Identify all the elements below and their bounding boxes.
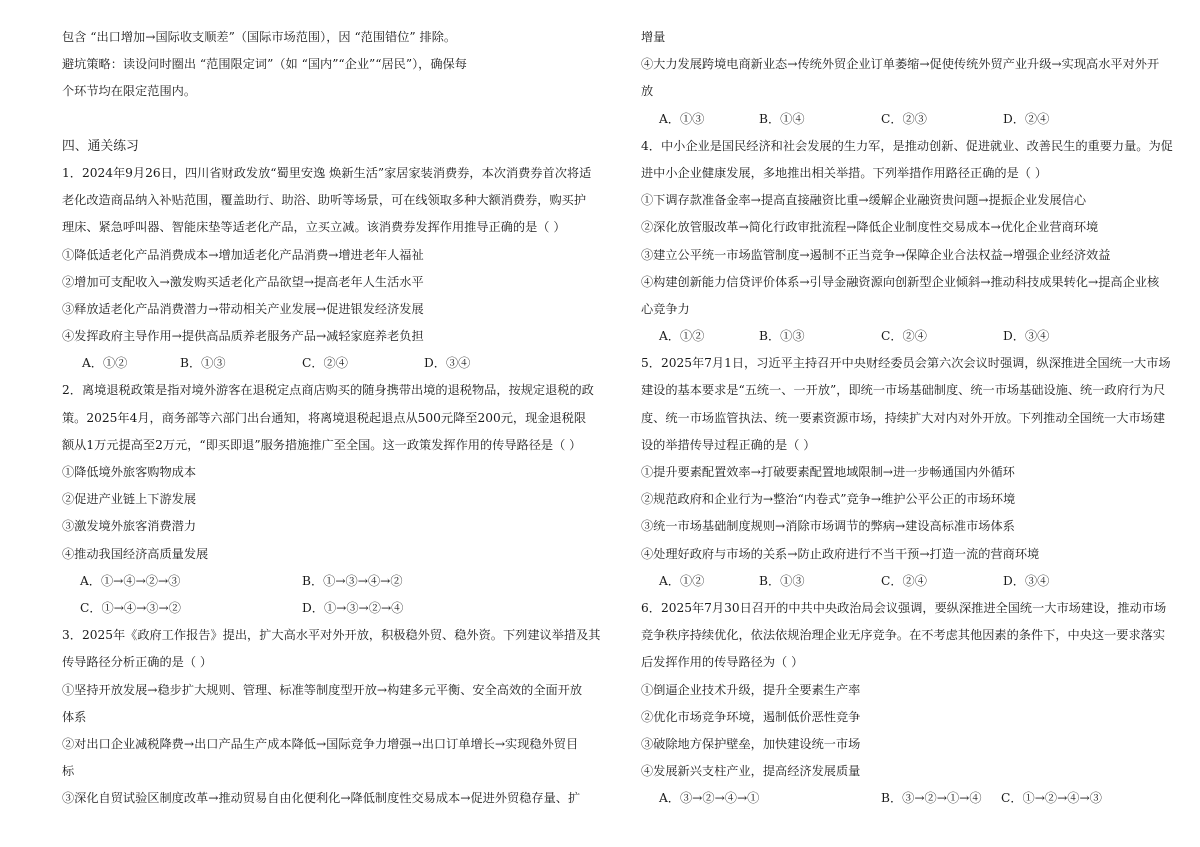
q4-item: ①下调存款准备金率→提高直接融资比重→缓解企业融资贵问题→提振企业发展信心 bbox=[641, 193, 1087, 208]
q3-option-b: B．①④ bbox=[759, 111, 805, 126]
q2-item: ①降低境外旅客购物成本 bbox=[62, 465, 197, 479]
q5-option-a: A．①② bbox=[659, 573, 705, 588]
q6-item: ①倒逼企业技术升级，提升全要素生产率 bbox=[641, 682, 861, 697]
q3-item-continued: 增量 bbox=[641, 30, 666, 44]
q5-options bbox=[641, 568, 1177, 595]
q4-item: 心竞争力 bbox=[641, 301, 690, 316]
q6-stem-line: 后发挥作用的传导路径为（ ） bbox=[641, 655, 804, 670]
q5-option-d: D．③④ bbox=[1003, 573, 1050, 588]
q2-option-a: A．①→④→②→③ bbox=[80, 573, 181, 588]
q3-options bbox=[641, 106, 1177, 133]
q5-stem-line: 5．2025年7月1日，习近平主持召开中央财经委员会第六次会议时强调，纵深推进全国统一大市场 bbox=[641, 356, 1171, 371]
q5-stem-line: 度、统一市场监管执法、统一要素资源市场，持续扩大对内对外开放。下列推动全国统一大市场建 bbox=[641, 410, 1166, 425]
q5-item: ④处理好政府与市场的关系→防止政府进行不当干预→打造一流的营商环境 bbox=[641, 546, 1040, 561]
q4-stem-line: 4．中小企业是国民经济和社会发展的生力军，是推动创新、促进就业、改善民生的重要力量。为促 bbox=[641, 138, 1173, 153]
q3-option-a: A．①③ bbox=[659, 111, 705, 126]
q3-item: ③深化自贸试验区制度改革→推动贸易自由化便利化→降低制度性交易成本→促进外贸稳存量、扩 bbox=[62, 791, 581, 806]
q1-item: ①降低适老化产品消费成本→增加适老化产品消费→增进老年人福祉 bbox=[62, 247, 424, 262]
q4-item: ③建立公平统一市场监管制度→遏制不正当竞争→保障企业合法权益→增强企业经济效益 bbox=[641, 247, 1111, 262]
left-column bbox=[62, 24, 600, 812]
q4-options bbox=[641, 323, 1177, 350]
q4-option-c: C．②④ bbox=[881, 329, 927, 344]
q2-option-d: D．①→③→②→④ bbox=[302, 600, 404, 615]
intro-line-3: 个环节均在限定范围内。 bbox=[62, 84, 197, 99]
q6-stem-line: 竞争秩序持续优化，依法依规治理企业无序竞争。在不考虑其他因素的条件下，中央这一要求落实 bbox=[641, 628, 1166, 643]
q5-item: ③统一市场基础制度规则→消除市场调节的弊病→建设高标准市场体系 bbox=[641, 519, 1015, 534]
q4-option-d: D．③④ bbox=[1003, 329, 1050, 344]
q2-stem-line: 2．离境退税政策是指对境外游客在退税定点商店购买的随身携带出境的退税物品，按规定退税的政 bbox=[62, 383, 594, 398]
q5-stem-line: 设的举措传导过程正确的是（ ） bbox=[641, 437, 816, 452]
q4-option-b: B．①③ bbox=[759, 329, 805, 344]
q1-item: ②增加可支配收入→激发购买适老化产品欲望→提高老年人生活水平 bbox=[62, 274, 424, 289]
q5-item: ①提升要素配置效率→打破要素配置地域限制→进一步畅通国内外循环 bbox=[641, 465, 1015, 479]
q5-option-b: B．①③ bbox=[759, 573, 805, 588]
q3-item: 放 bbox=[641, 84, 654, 99]
q1-option-a: A．①② bbox=[82, 356, 128, 371]
q5-item: ②规范政府和企业行为→整治“内卷式”竞争→维护公平公正的市场环境 bbox=[641, 492, 1016, 507]
q5-stem-line: 建设的基本要求是“五统一、一开放”，即统一市场基础制度、统一市场基础设施、统一政府行为尺 bbox=[641, 383, 1166, 398]
q1-option-b: B．①③ bbox=[180, 356, 226, 371]
q2-item: ③激发境外旅客消费潜力 bbox=[62, 519, 197, 534]
q2-item: ④推动我国经济高质量发展 bbox=[62, 546, 209, 561]
q1-stem-line: 理床、紧急呼叫器、智能床垫等适老化产品，立买立减。该消费券发挥作用推导正确的是（ ） bbox=[62, 220, 566, 235]
q1-item: ③释放适老化产品消费潜力→带动相关产业发展→促进银发经济发展 bbox=[62, 301, 424, 316]
q3-item: ②对出口企业减税降费→出口产品生产成本降低→国际竞争力增强→出口订单增长→实现稳外贸目 bbox=[62, 736, 579, 751]
section-title: 四、通关练习 bbox=[62, 138, 139, 154]
right-column bbox=[641, 24, 1177, 812]
q6-option-a: A．③→②→④→① bbox=[659, 791, 760, 806]
q6-option-c: C．①→②→④→③ bbox=[1001, 791, 1102, 806]
q1-stem-line: 1．2024年9月26日，四川省财政发放“蜀里安逸 焕新生活”家居家装消费券，本次消费券首次将适 bbox=[62, 165, 592, 180]
q3-stem-line: 3．2025年《政府工作报告》提出，扩大高水平对外开放，积极稳外贸、稳外资。下列建议举措及其 bbox=[62, 628, 600, 643]
q2-option-b: B．①→③→④→② bbox=[302, 573, 403, 588]
q2-options-row-2 bbox=[62, 595, 600, 622]
q4-item: ④构建创新能力信贷评价体系→引导金融资源向创新型企业倾斜→推动科技成果转化→提高企业核 bbox=[641, 274, 1160, 289]
q3-item: ①坚持开放发展→稳步扩大规则、管理、标准等制度型开放→构建多元平衡、安全高效的全面开放 bbox=[62, 682, 583, 697]
q2-item: ②促进产业链上下游发展 bbox=[62, 492, 197, 507]
q3-option-d: D．②④ bbox=[1003, 111, 1050, 126]
q1-option-d: D．③④ bbox=[424, 356, 471, 371]
q6-item: ④发展新兴支柱产业，提高经济发展质量 bbox=[641, 764, 861, 779]
q1-options bbox=[62, 350, 600, 377]
q1-item: ④发挥政府主导作用→提供高品质养老服务产品→减轻家庭养老负担 bbox=[62, 329, 424, 344]
q3-item: 标 bbox=[62, 764, 75, 779]
intro-line-2: 避坑策略：读设问时圈出 “范围限定词”（如 “国内”“企业”“居民”），确保每 bbox=[62, 57, 467, 72]
q6-item: ③破除地方保护壁垒，加快建设统一市场 bbox=[641, 736, 861, 751]
q6-option-b: B．③→②→①→④ bbox=[881, 791, 982, 806]
q2-option-c: C．①→④→③→② bbox=[80, 600, 181, 615]
q3-stem-line: 传导路径分析正确的是（ ） bbox=[62, 655, 213, 670]
q3-item: ④大力发展跨境电商新业态→传统外贸企业订单萎缩→促使传统外贸产业升级→实现高水平对外开 bbox=[641, 57, 1160, 72]
q2-options-row-1 bbox=[62, 568, 600, 595]
q1-option-c: C．②④ bbox=[302, 356, 348, 371]
q4-item: ②深化放管服改革→简化行政审批流程→降低企业制度性交易成本→优化企业营商环境 bbox=[641, 220, 1099, 235]
q5-option-c: C．②④ bbox=[881, 573, 927, 588]
q4-stem-line: 进中小企业健康发展，多地推出相关举措。下列举措作用路径正确的是（ ） bbox=[641, 165, 1048, 180]
q3-option-c: C．②③ bbox=[881, 111, 927, 126]
q3-item: 体系 bbox=[62, 709, 87, 724]
q4-option-a: A．①② bbox=[659, 329, 705, 344]
q6-options bbox=[641, 785, 1177, 812]
q2-stem-line: 策。2025年4月，商务部等六部门出台通知，将离境退税起退点从500元降至200元，现金退税限 bbox=[62, 410, 587, 425]
q6-stem-line: 6．2025年7月30日召开的中共中央政治局会议强调，要纵深推进全国统一大市场建设，推动市场 bbox=[641, 600, 1167, 615]
q6-item: ②优化市场竞争环境，遏制低价恶性竞争 bbox=[641, 709, 861, 724]
q2-stem-line: 额从1万元提高至2万元，“即买即退”服务措施推广至全国。这一政策发挥作用的传导路径是（ ） bbox=[62, 437, 582, 452]
q1-stem-line: 老化改造商品纳入补贴范围，覆盖助行、助浴、助听等场景，可在线领取多种大额消费券，购买护 bbox=[62, 193, 587, 208]
intro-line-1: 包含 “出口增加→国际收支顺差”（国际市场范围），因 “范围错位” 排除。 bbox=[62, 30, 457, 44]
